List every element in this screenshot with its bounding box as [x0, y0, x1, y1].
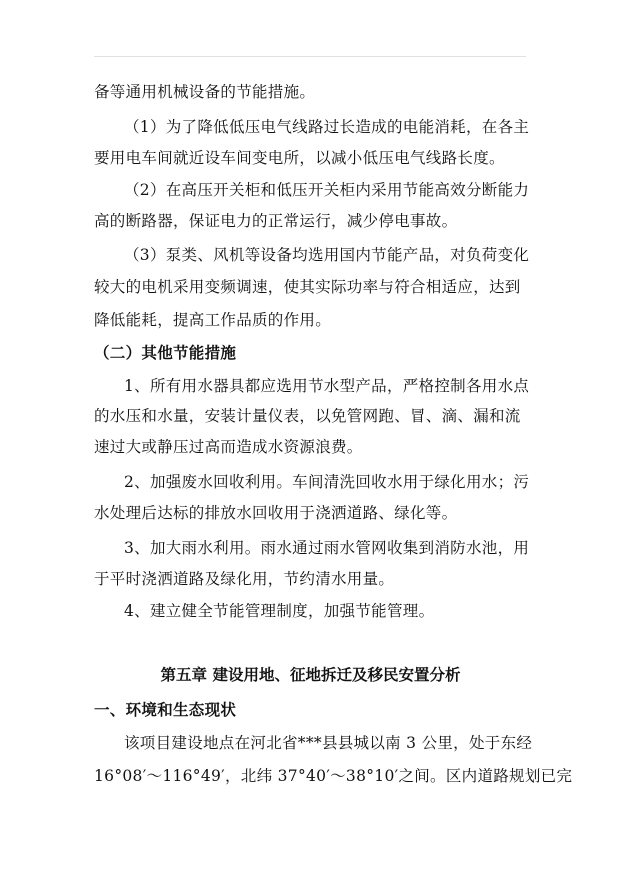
paragraph-line: （1）为了降低低压电气线路过长造成的电能消耗，在各主	[124, 118, 530, 136]
paragraph-line: （3）泵类、风机等设备均选用国内节能产品，对负荷变化	[124, 246, 530, 264]
paragraph-line: 2、加强废水回收利用。车间清洗回收水用于绿化用水；污	[124, 473, 530, 491]
chapter-title: 第五章 建设用地、征地拆迁及移民安置分析	[160, 665, 461, 684]
paragraph-line: 于平时浇洒道路及绿化用，节约清水用量。	[94, 570, 395, 588]
paragraph-line: 备等通用机械设备的节能措施。	[94, 83, 316, 101]
paragraph-line: 的水压和水量，安装计量仪表，以免管网跑、冒、滴、漏和流	[94, 407, 521, 425]
paragraph-line: 要用电车间就近设车间变电所，以减小低压电气线路长度。	[94, 149, 505, 167]
paragraph-line: 速过大或静压过高而造成水资源浪费。	[94, 438, 363, 456]
header-rule	[94, 56, 526, 57]
paragraph-line: （2）在高压开关柜和低压开关柜内采用节能高效分断能力	[124, 181, 530, 199]
paragraph-line: 该项目建设地点在河北省***县县城以南 3 公里，处于东经	[124, 734, 533, 752]
section-heading: （二）其他节能措施	[94, 343, 237, 362]
paragraph-line: 3、加大雨水利用。雨水通过雨水管网收集到消防水池，用	[124, 539, 530, 557]
paragraph-line: 4、建立健全节能管理制度，加强节能管理。	[124, 602, 435, 620]
paragraph-line: 1、所有用水器具都应选用节水型产品，严格控制各用水点	[124, 377, 530, 395]
paragraph-line: 较大的电机采用变频调速，使其实际功率与符合相适应，达到	[94, 278, 521, 296]
section-heading: 一、环境和生态现状	[94, 700, 237, 719]
paragraph-line: 水处理后达标的排放水回收用于浇洒道路、绿化等。	[94, 504, 458, 522]
paragraph-line: 降低能耗，提高工作品质的作用。	[94, 311, 332, 329]
paragraph-line: 高的断路器，保证电力的正常运行，减少停电事故。	[94, 212, 458, 230]
paragraph-line: 16°08′～116°49′，北纬 37°40′～38°10′之间。区内道路规划已完	[94, 767, 573, 785]
